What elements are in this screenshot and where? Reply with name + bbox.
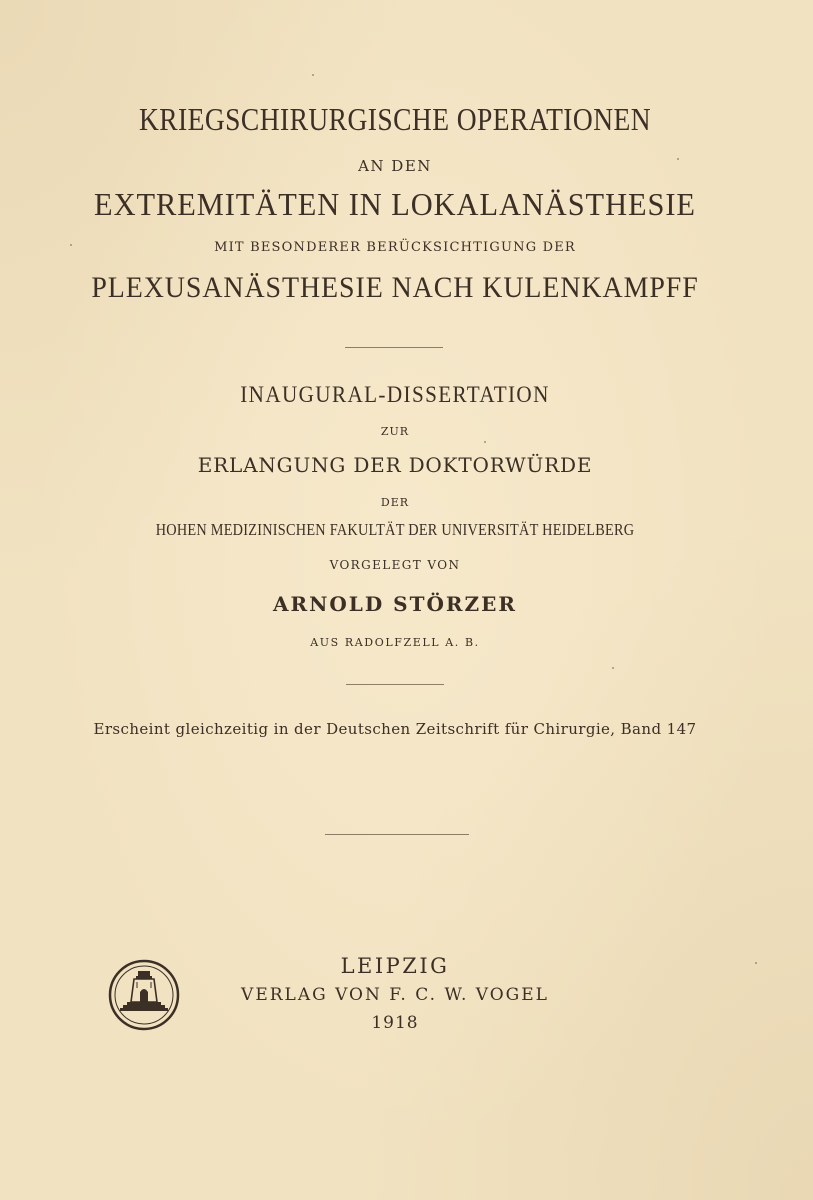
dissertation-heading: INAUGURAL-DISSERTATION bbox=[240, 382, 550, 407]
paper-speck bbox=[312, 74, 314, 76]
publication-note: Erscheint gleichzeitig in der Deutschen Zeitschrift für Chirurgie, Band 147 bbox=[93, 720, 697, 738]
author-origin: AUS RADOLFZELL A. B. bbox=[310, 636, 480, 649]
title-line-5: PLEXUSANÄSTHESIE NACH KULENKAMPFF bbox=[91, 271, 699, 304]
imprint-city: LEIPZIG bbox=[340, 954, 450, 978]
dissertation-der: DER bbox=[380, 496, 410, 509]
paper-speck bbox=[484, 441, 486, 443]
divider-rule bbox=[345, 347, 443, 348]
paper-speck bbox=[612, 667, 614, 669]
title-line-3: EXTREMITÄTEN IN LOKALANÄSTHESIE bbox=[94, 186, 696, 222]
dissertation-faculty: HOHEN MEDIZINISCHEN FAKULTÄT DER UNIVERSITÄT HEIDELBERG bbox=[155, 520, 635, 539]
paper-speck bbox=[677, 158, 679, 160]
divider-rule bbox=[346, 684, 444, 685]
imprint-year: 1918 bbox=[371, 1013, 419, 1033]
title-line-1: KRIEGSCHIRURGISCHE OPERATIONEN bbox=[138, 101, 652, 137]
dissertation-zur: ZUR bbox=[380, 425, 410, 438]
author-name: ARNOLD STÖRZER bbox=[272, 592, 518, 616]
divider-rule bbox=[325, 834, 469, 835]
title-line-2: AN DEN bbox=[358, 157, 432, 175]
paper-speck bbox=[70, 244, 72, 246]
paper-speck bbox=[755, 962, 757, 964]
title-line-4: MIT BESONDERER BERÜCKSICHTIGUNG DER bbox=[214, 240, 576, 255]
dissertation-presented-by: VORGELEGT VON bbox=[329, 558, 461, 572]
imprint-publisher: VERLAG VON F. C. W. VOGEL bbox=[241, 985, 549, 1005]
dissertation-purpose: ERLANGUNG DER DOKTORWÜRDE bbox=[197, 453, 593, 477]
